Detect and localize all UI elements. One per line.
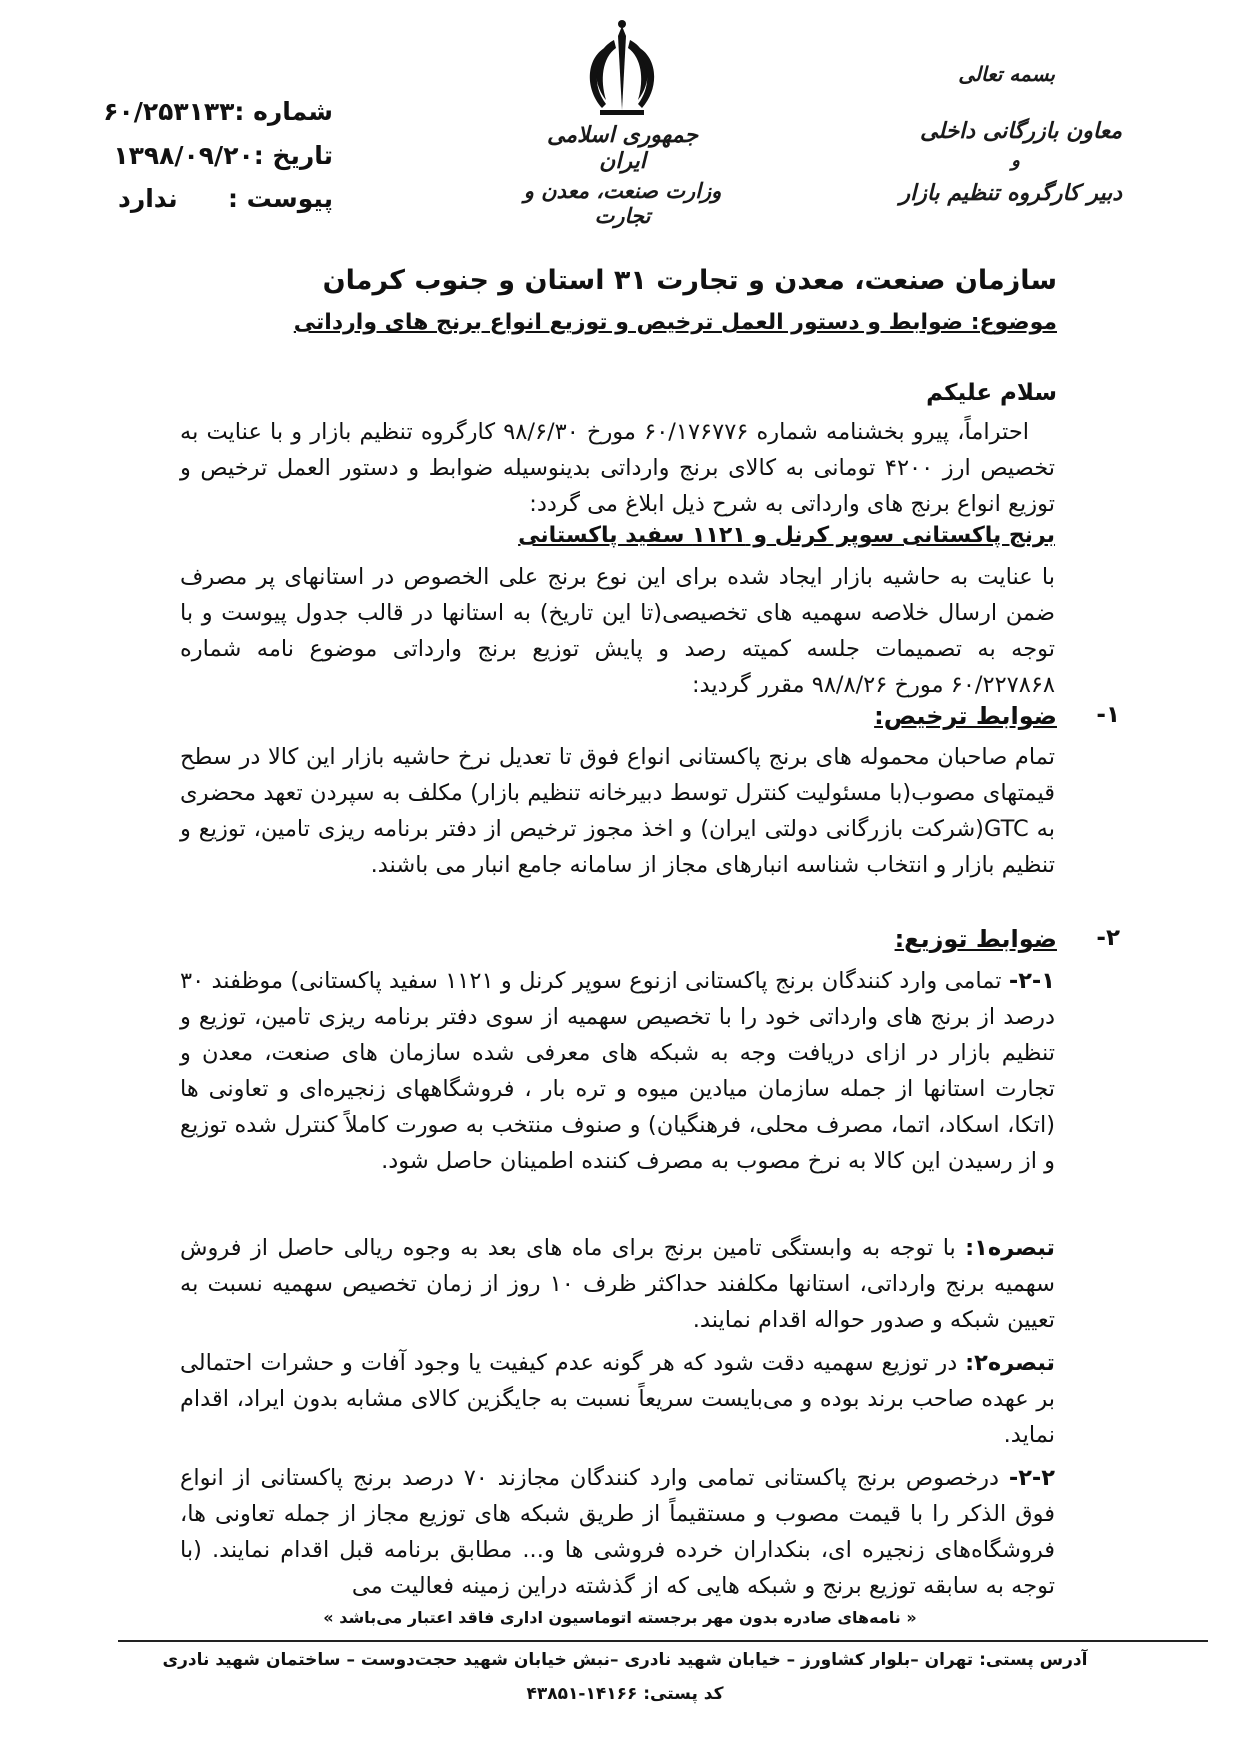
note-2-text: در توزیع سهمیه دقت شود که هر گونه عدم کیفیت یا وجود آفات و حشرات احتمالی بر عهده صاحب برند بوده و می‌بایست سریعاً نسبت به جایگزین کالای مشابه بدون ایراد، اقدام نماید. — [180, 1350, 1055, 1448]
note-2 — [180, 1345, 1055, 1453]
item-2-1-label: ۲-۱- — [1008, 968, 1055, 994]
subject-line: موضوع: ضوابط و دستور العمل ترخیص و توزیع انواع برنج های وارداتی — [293, 310, 1057, 335]
state-name: جمهوری اسلامی ایران — [546, 122, 699, 174]
section-1-number: ۱- — [1096, 702, 1120, 728]
section-2-heading: ضوابط توزیع: — [894, 925, 1057, 953]
attachment-value: ندارد — [118, 183, 178, 213]
note-1-label: تبصره۱: — [965, 1235, 1055, 1261]
item-2-2 — [180, 1460, 1055, 1604]
section-2-number: ۲- — [1096, 925, 1120, 951]
iran-emblem-icon — [580, 18, 665, 118]
letter-date-label: تاریخ : — [253, 140, 333, 170]
stamp-notice: « نامه‌های صادره بدون مهر برجسته اتوماسیون اداری فاقد اعتبار می‌باشد » — [323, 1608, 917, 1627]
recipient: سازمان صنعت، معدن و تجارت ۳۱ استان و جنوب کرمان — [322, 265, 1057, 296]
note-1-text: با توجه به وابستگی تامین برنج برای ماه های بعد به وجوه ریالی حاصل از فروش سهمیه برنج وارداتی، استانها مکلفند حداکثر ظرف ۱۰ روز از زمان تخصیص سهمیه نسبت به تعیین شبکه و صدور حواله اقدام نمایند. — [180, 1235, 1055, 1333]
footer-postal-code: کد پستی: ۱۴۱۶۶-۴۳۸۵۱ — [526, 1684, 724, 1704]
item-2-2-text: درخصوص برنج پاکستانی تمامی وارد کنندگان مجازند ۷۰ درصد برنج پاکستانی از انواع فوق الذکر را با قیمت مصوب و مستقیماً از طریق شبکه های توزیع مجاز از جمله تعاونی ها، فروشگاه‌های زنجیره ای، بنکداران خرده فروشی ها و... مطابق برنامه قبل اقدام نمایند. (با توجه به سابقه توزیع برنج و شبکه هایی که از گذشته دراین زمینه فعالیت می — [180, 1465, 1055, 1599]
letter-number-value: ۶۰/۲۵۳۱۳۳ — [103, 96, 235, 126]
section-1-heading: ضوابط ترخیص: — [874, 702, 1057, 730]
intro-paragraph: احتراماً، پیرو بخشنامه شماره ۶۰/۱۷۶۷۷۶ مورخ ۹۸/۶/۳۰ کارگروه تنظیم بازار و با عنایت به تخصیص ارز ۴۲۰۰ تومانی به کالای برنج وارداتی بدینوسیله ضوابط و دستور العمل ترخیص و توزیع انواع برنج های وارداتی به شرح ذیل ابلاغ می گردد: — [180, 419, 1055, 517]
right-org-line-2: و — [1011, 150, 1020, 171]
attachment-row — [118, 180, 333, 216]
attachment-label: پیوست : — [227, 183, 333, 213]
footer-address: آدرس پستی: تهران –بلوار کشاورز – خیابان شهید نادری –نبش خیابان شهید حجت‌دوست – ساختمان شهید نادری — [162, 1650, 1088, 1670]
letter-number-label: شماره : — [234, 96, 333, 126]
item-2-1-text: تمامی وارد کنندگان برنج پاکستانی ازنوع سوپر کرنل و ۱۱۲۱ سفید پاکستانی) موظفند ۳۰ درصد از برنج های وارداتی خود را با تخصیص سهمیه از سوی دفتر برنامه ریزی تامین، توزیع و تنظیم بازار در ازای دریافت وجه به شبکه های معرفی شده سازمان های صنعت، معدن و تجارت استانها از جمله سازمان میادین میوه و تره بار ، فروشگاههای زنجیره‌ای و تعاونی ها (اتکا، اسکاد، اتما، مصرف محلی، فرهنگیان) و صنوف منتخب به صورت کاملاً کنترل شده توزیع و از رسیدن این کالا به نرخ مصوب به مصرف کننده اطمینان حاصل شود. — [180, 968, 1055, 1174]
item-2-1 — [180, 963, 1055, 1179]
footer-divider — [118, 1640, 1208, 1642]
letter-date-value: ۱۳۹۸/۰۹/۲۰ — [113, 140, 254, 170]
letter-date-row — [113, 137, 333, 173]
right-org-line-3: دبیر کارگروه تنظیم بازار — [899, 180, 1122, 206]
letter-number-row — [103, 93, 333, 129]
greeting: سلام علیکم — [926, 380, 1057, 406]
ministry-name: وزارت صنعت، معدن و تجارت — [523, 178, 722, 228]
section-1-text: تمام صاحبان محموله های برنج پاکستانی انواع فوق تا تعدیل نرخ حاشیه بازار این کالا در سطح قیمتهای مصوب(با مسئولیت کنترل توسط دبیرخانه تنظیم بازار) مکلف به سپردن تعهد محضری به GTC(شرکت بازرگانی دولتی ایران) و اخذ مجوز ترخیص از دفتر برنامه ریزی تامین، توزیع و تنظیم بازار و انتخاب شناسه انبارهای مجاز از سامانه جامع انبار می باشند. — [180, 744, 1055, 878]
product-heading: برنج پاکستانی سوپر کرنل و ۱۱۲۱ سفید پاکستانی — [518, 523, 1055, 548]
note-2-label: تبصره۲: — [965, 1350, 1055, 1376]
bismillah: بسمه تعالی — [958, 62, 1055, 86]
note-1 — [180, 1230, 1055, 1338]
product-paragraph: با عنایت به حاشیه بازار ایجاد شده برای این نوع برنج علی الخصوص در استانهای پر مصرف ضمن ارسال خلاصه سهمیه های تخصیصی(تا این تاریخ) به استانها در قالب جدول پیوست و با توجه به تصمیمات جلسه کمیته رصد و پایش توزیع برنج وارداتی موضوع نامه شماره ۶۰/۲۲۷۸۶۸ مورخ ۹۸/۸/۲۶ مقرر گردید: — [180, 564, 1055, 698]
item-2-2-label: ۲-۲- — [1008, 1465, 1055, 1491]
right-org-line-1: معاون بازرگانی داخلی — [919, 118, 1122, 144]
